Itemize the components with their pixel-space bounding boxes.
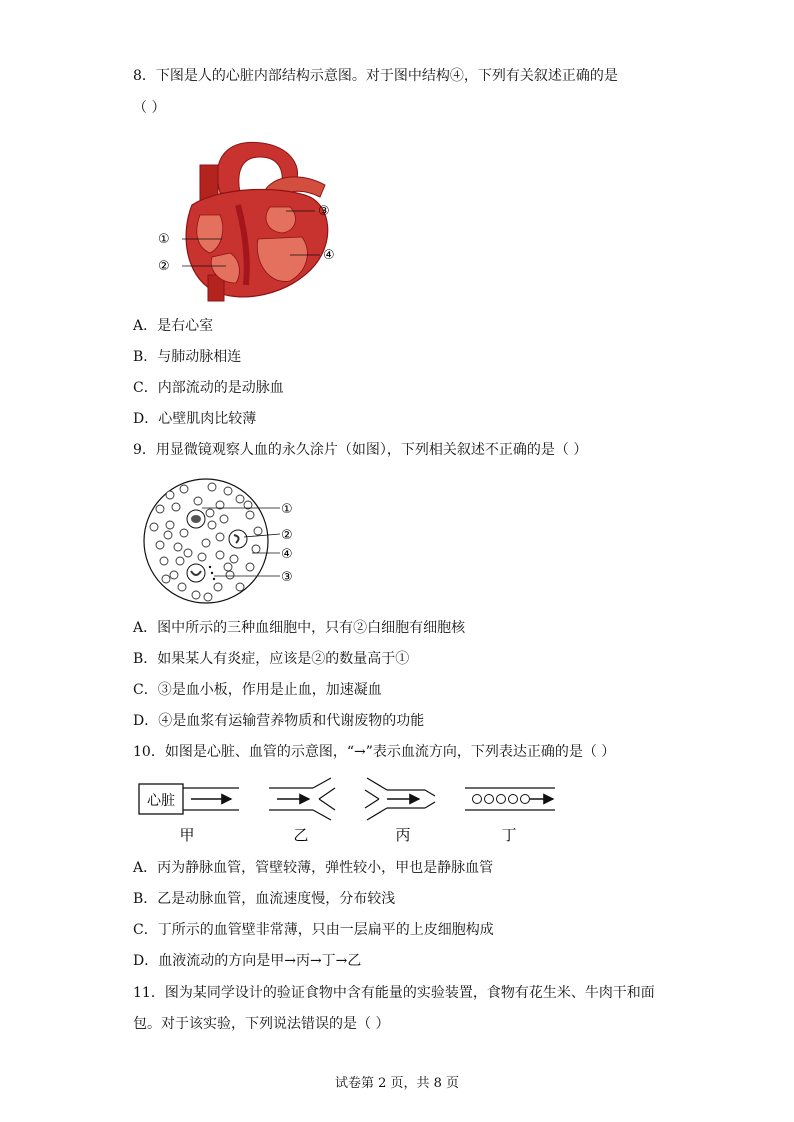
red-blood-cell	[220, 515, 228, 523]
red-blood-cell	[164, 531, 172, 539]
q11-line-1: 11．图为某同学设计的验证食物中含有能量的实验装置，食物有花生米、牛肉干和面	[133, 985, 655, 1001]
red-blood-cell	[156, 541, 164, 549]
q9-option-c: C．③是血小板，作用是止血，加速凝血	[133, 682, 382, 698]
red-blood-cell	[184, 549, 192, 557]
q8-option-d: D．心壁肌肉比较薄	[133, 411, 257, 427]
heart-diagram	[150, 135, 350, 305]
page-footer: 试卷第 2 页，共 8 页	[334, 1076, 460, 1091]
red-blood-cell	[176, 557, 184, 565]
red-blood-cell	[180, 529, 188, 537]
heart-box-label: 心脏	[147, 793, 175, 809]
q10-option-d: D．血液流动的方向是甲→丙→丁→乙	[133, 953, 362, 969]
red-blood-cell	[198, 553, 206, 561]
red-blood-cell	[194, 497, 202, 505]
q9-option-a: A．图中所示的三种血细胞中，只有②白细胞有细胞核	[133, 620, 466, 636]
label-jia: 甲	[179, 826, 195, 844]
q8-option-b: B．与肺动脉相连	[133, 349, 242, 365]
red-blood-cell	[162, 575, 170, 583]
q8-stem: 8．下图是人的心脏内部结构示意图。对于图中结构④，下列有关叙述正确的是	[133, 68, 618, 84]
red-blood-cell	[160, 557, 168, 565]
vessel-yi	[269, 778, 335, 820]
vessel-bing	[365, 778, 435, 820]
red-blood-cell	[170, 571, 178, 579]
red-blood-cell	[236, 495, 244, 503]
q8-paren: （ ）	[133, 100, 166, 116]
vessel-jia	[139, 784, 239, 814]
q9-label-4: ④	[281, 547, 293, 562]
red-blood-cell	[214, 583, 222, 591]
red-blood-cell	[216, 551, 224, 559]
red-blood-cell	[204, 593, 212, 601]
q8-label-4: ④	[323, 248, 335, 263]
q10-option-c: C．丁所示的血管壁非常薄，只由一层扁平的上皮细胞构成	[133, 922, 494, 938]
red-blood-cell	[156, 505, 164, 513]
white-blood-cell-2	[229, 530, 247, 548]
red-blood-cell	[208, 521, 216, 529]
q9-label-2: ②	[281, 528, 293, 543]
red-blood-cell	[254, 527, 262, 535]
q9-stem: 9．用显微镜观察人血的永久涂片（如图），下列相关叙述不正确的是（ ）	[133, 442, 588, 458]
q10-option-a: A．丙为静脉血管，管壁较薄，弹性较小，甲也是静脉血管	[133, 860, 494, 876]
red-blood-cell	[202, 539, 210, 547]
red-blood-cell	[236, 583, 244, 591]
q8-label-1: ①	[158, 232, 170, 247]
red-blood-cell	[208, 483, 216, 491]
white-blood-cell-1	[187, 510, 205, 528]
red-blood-cell	[230, 555, 238, 563]
red-blood-cell	[174, 543, 182, 551]
red-blood-cell	[246, 511, 254, 519]
q9-option-b: B．如果某人有炎症，应该是②的数量高于①	[133, 651, 410, 667]
label-ding: 丁	[501, 826, 517, 844]
q9-label-3: ③	[281, 570, 293, 585]
red-blood-cell	[224, 563, 232, 571]
q11-line-2: 包。对于该实验，下列说法错误的是（ ）	[133, 1016, 390, 1032]
red-blood-cell	[192, 591, 200, 599]
red-blood-cell	[224, 487, 232, 495]
red-blood-cell	[180, 485, 188, 493]
red-blood-cell	[150, 523, 158, 531]
red-blood-cell	[178, 583, 186, 591]
q8-option-c: C．内部流动的是动脉血	[133, 380, 284, 396]
red-blood-cell	[216, 533, 224, 541]
vessel-ding	[465, 788, 555, 810]
red-blood-cell	[252, 545, 260, 553]
white-blood-cell-3	[187, 564, 205, 582]
q10-stem: 10．如图是心脏、血管的示意图，“→”表示血流方向，下列表达正确的是（ ）	[133, 744, 616, 760]
blood-smear-diagram	[140, 475, 310, 610]
q8-label-3: ③	[318, 204, 330, 219]
q9-option-d: D．④是血浆有运输营养物质和代谢废物的功能	[133, 713, 425, 729]
vessel-diagram	[135, 776, 565, 846]
q10-option-b: B．乙是动脉血管，血流速度慢，分布较浅	[133, 891, 396, 907]
label-yi: 乙	[293, 826, 309, 844]
red-blood-cell	[166, 491, 174, 499]
red-blood-cell	[166, 521, 174, 529]
label-bing: 丙	[395, 826, 411, 844]
red-blood-cell	[206, 509, 214, 517]
q8-label-2: ②	[158, 259, 170, 274]
q9-label-1: ①	[281, 502, 293, 517]
red-blood-cell	[246, 563, 254, 571]
red-blood-cell	[172, 503, 180, 511]
q8-option-a: A．是右心室	[133, 318, 214, 334]
red-blood-cell	[226, 571, 234, 579]
